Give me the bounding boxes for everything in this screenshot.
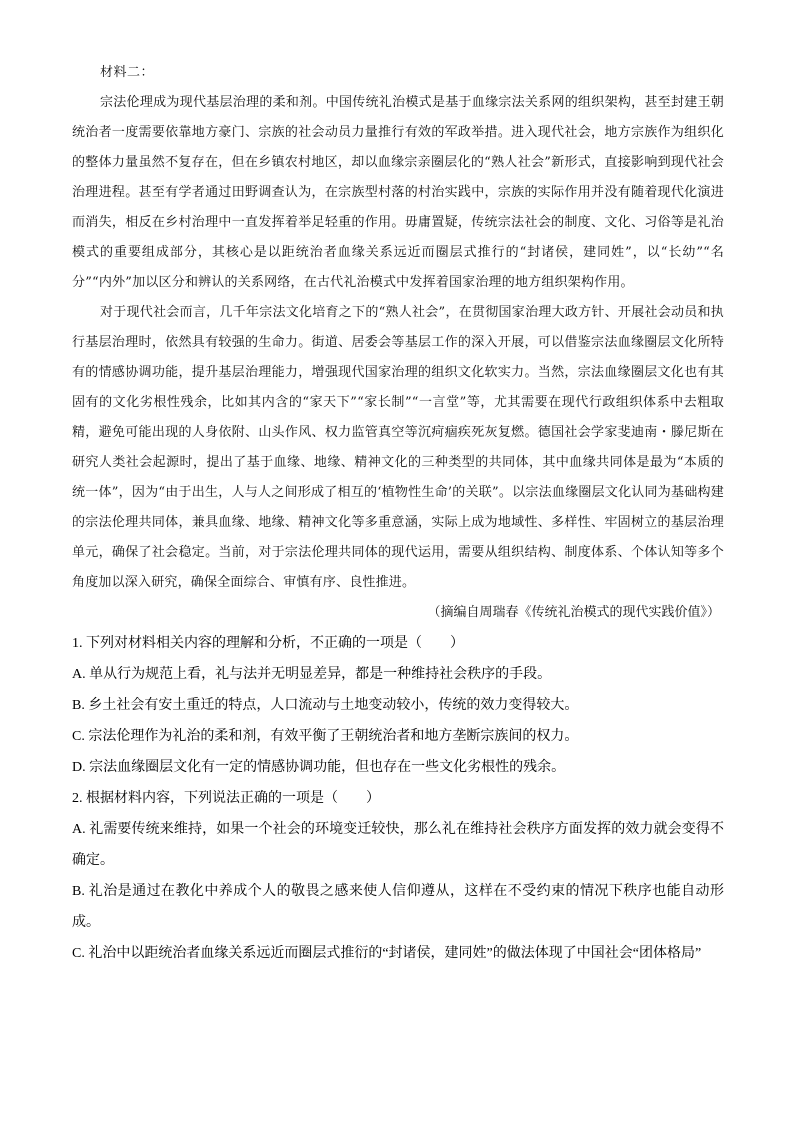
document-page	[72, 58, 724, 969]
material-paragraph-1: 宗法伦理成为现代基层治理的柔和剂。中国传统礼治模式是基于血缘宗法关系网的组织架构，甚至封建王朝统治者一度需要依靠地方豪门、宗族的社会动员力量推行有效的军政举措。进入现代社会，地方宗族作为组织化的整体力量虽然不复存在，但在乡镇农村地区，却以血缘宗亲圈层化的“熟人社会”新形式，直接影响到现代社会治理进程。甚至有学者通过田野调查认为，在宗族型村落的村治实践中，宗族的实际作用并没有随着现代化演进而消失，相反在乡村治理中一直发挥着举足轻重的作用。毋庸置疑，传统宗法社会的制度、文化、习俗等是礼治模式的重要组成部分，其核心是以距统治者血缘关系远近而圈层式推行的“封诸侯，建同姓”，以“长幼”“名分”“内外”加以区分和辨认的关系网络，在古代礼治模式中发挥着国家治理的地方组织架构作用。	[72, 95, 724, 290]
option-a: A. 礼需要传统来维持，如果一个社会的环境变迁较快，那么礼在维持社会秩序方面发挥的效力就会变得不确定。	[72, 822, 724, 868]
option-c: C. 宗法伦理作为礼治的柔和剂，有效平衡了王朝统治者和地方垄断宗族间的权力。	[72, 729, 579, 744]
material-source: （摘编自周瑞春《传统礼治模式的现代实践价值》）	[427, 605, 720, 620]
option-a: A. 单从行为规范上看，礼与法并无明显差异，都是一种维持社会秩序的手段。	[72, 667, 552, 682]
question-stem: 1. 下列对材料相关内容的理解和分析，不正确的一项是（ ）	[72, 636, 464, 651]
material-heading: 材料二：	[100, 65, 155, 80]
option-b: B. 礼治是通过在教化中养成个人的敬畏之感来使人信仰遵从，这样在不受约束的情况下秩序也能自动形成。	[72, 884, 724, 930]
option-b: B. 乡土社会有安土重迁的特点，人口流动与土地变动较小，传统的效力变得较大。	[72, 698, 579, 713]
question-1	[72, 628, 724, 783]
option-c: C. 礼治中以距统治者血缘关系远近而圈层式推衍的“封诸侯，建同姓”的做法体现了中国社会“团体格局”	[72, 946, 702, 961]
option-d: D. 宗法血缘圈层文化有一定的情感协调功能，但也存在一些文化劣根性的残余。	[72, 760, 566, 775]
question-2	[72, 783, 724, 969]
question-stem: 2. 根据材料内容，下列说法正确的一项是（ ）	[72, 791, 380, 806]
material-paragraph-2: 对于现代社会而言，几千年宗法文化培育之下的“熟人社会”，在贯彻国家治理大政方针、开展社会动员和执行基层治理时，依然具有较强的生命力。街道、居委会等基层工作的深入开展，可以借鉴宗法血缘圈层文化所特有的情感协调功能，提升基层治理能力，增强现代国家治理的组织文化软实力。当然，宗法血缘圈层文化也有其固有的文化劣根性残余，比如其内含的“家天下”“家长制”“一言堂”等，尤其需要在现代行政组织体系中去粗取精，避免可能出现的人身依附、山头作风、权力监管真空等沉疴痼疾死灰复燃。德国社会学家斐迪南・滕尼斯在研究人类社会起源时，提出了基于血缘、地缘、精神文化的三种类型的共同体，其中血缘共同体是最为“本质的统一体”，因为“由于出生，人与人之间形成了相互的‘植物性生命’的关联”。以宗法血缘圈层文化认同为基础构建的宗法伦理共同体，兼具血缘、地缘、精神文化等多重意涵，实际上成为地域性、多样性、牢固树立的基层治理单元，确保了社会稳定。当前，对于宗法伦理共同体的现代运用，需要从组织结构、制度体系、个体认知等多个角度加以深入研究，确保全面综合、审慎有序、良性推进。	[72, 305, 724, 590]
